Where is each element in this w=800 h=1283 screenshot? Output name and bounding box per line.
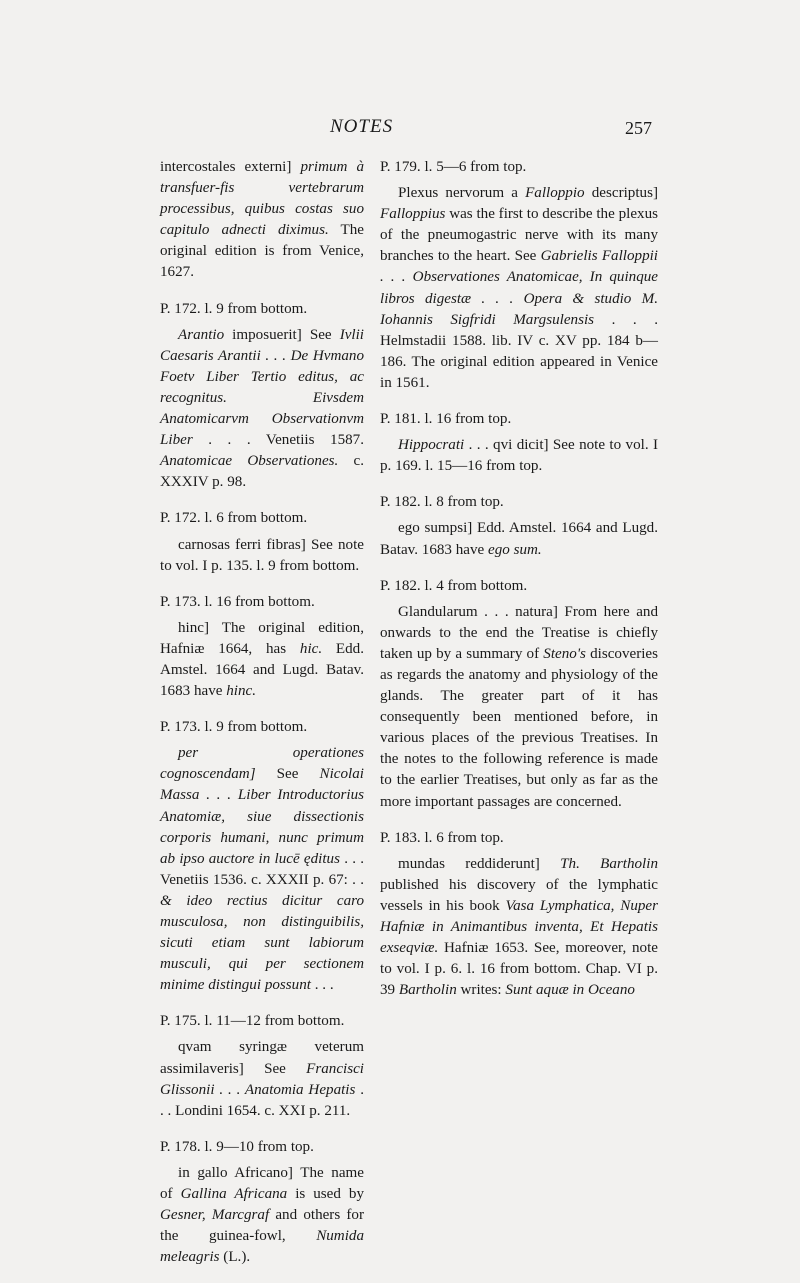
roman-text: . . . Venetiis 1536. c. XXXII p. 67: . . [160, 850, 364, 888]
italic-text: Falloppius [380, 206, 446, 223]
italic-text: Ivlii Caesaris Arantii . . . De Hvmano Foetv Liber Tertio editus, ac recognitus. Eivsdem Anatomicarvm Observationvm Liber [160, 326, 364, 449]
italic-text: Vasa Lymphatica, Nuper Hafniæ in Animantibus inventa, Et Hepatis exseqviæ. [380, 897, 659, 957]
italic-text: Hippocrati [398, 437, 465, 454]
running-title: NOTES [330, 116, 394, 137]
note-entry [380, 576, 658, 813]
italic-text: Arantio [178, 326, 225, 343]
note-reference: P. 183. l. 6 from top. [380, 829, 504, 846]
roman-text: See [255, 766, 320, 783]
roman-text: . . . Helmstadii 1588. lib. IV c. XV pp. 184 b—186. The original edition appeared in Venice in 1561. [380, 311, 658, 391]
roman-text: (L.). [219, 1249, 251, 1266]
roman-text: writes: [456, 982, 506, 999]
note-reference: P. 182. l. 8 from top. [380, 494, 504, 511]
note-entry [160, 717, 364, 996]
note-text [380, 854, 658, 1002]
note-text [160, 618, 364, 702]
note-text [160, 535, 364, 577]
roman-text: . . . qvi dicit] See note to vol. I p. 169. l. 15—16 from top. [380, 437, 658, 475]
italic-text: Gesner, Marcgraf [160, 1207, 270, 1224]
roman-text: was the first to describe the plexus of the pneumogastric nerve with its many branches to the heart. See [380, 206, 658, 265]
roman-text: intercostales externi] [160, 159, 301, 175]
italic-text: Th. Bartholin [560, 855, 658, 872]
roman-text: and others for the guinea-fowl, [160, 1207, 364, 1245]
note-text [380, 183, 658, 394]
italic-text: per operationes cognoscendam] [160, 745, 364, 783]
note-reference: P. 172. l. 9 from bottom. [160, 300, 308, 317]
roman-text: . . . Venetiis 1587. [192, 432, 364, 449]
right-column [380, 157, 658, 1016]
italic-text: & ideo rectius dicitur caro musculosa, non distinguibilis, sicuti etiam sunt labiorum musculi, qui per sectionem minime distingui possunt [160, 892, 364, 994]
roman-text: carnosas ferri fibras] See note to vol. I p. 135. l. 9 from bottom. [160, 536, 364, 574]
roman-text: published his discovery of the lymphatic vessels in his book [380, 876, 658, 914]
italic-text: Bartholin [398, 982, 457, 999]
italic-text: Gallina Africana [180, 1186, 288, 1203]
note-entry [160, 1011, 364, 1121]
italic-text: ego sum. [488, 541, 542, 558]
roman-text: imposuerit] See [224, 326, 340, 343]
running-header [160, 116, 660, 146]
note-entry [160, 157, 364, 284]
note-reference: P. 179. l. 5—6 from top. [380, 159, 527, 175]
roman-text: is used by [287, 1186, 364, 1203]
note-text [380, 602, 658, 813]
roman-text: Glandularum . . . natura] From here and onwards to the end the Treatise is chiefly taken up by a summary of [380, 603, 658, 662]
roman-text: qvam syringæ veterum assimilaveris] See [160, 1039, 364, 1077]
note-text [160, 1163, 364, 1268]
italic-text: Numida meleagris [160, 1228, 364, 1266]
note-reference: P. 182. l. 4 from bottom. [380, 577, 528, 594]
left-column [160, 157, 364, 1283]
note-reference: P. 178. l. 9—10 from top. [160, 1138, 314, 1155]
roman-text: descriptus] [584, 185, 658, 202]
page-number: 257 [625, 118, 652, 138]
italic-text: hic. [299, 640, 323, 657]
roman-text: Edd. Amstel. 1664 and Lugd. Batav. 1683 have [160, 640, 364, 700]
italic-text: Francisci Glissonii . . . Anatomia Hepatis [160, 1060, 364, 1098]
note-reference: P. 173. l. 9 from bottom. [160, 719, 308, 736]
roman-text: ego sumpsi] Edd. Amstel. 1664 and Lugd. Batav. 1683 have [380, 520, 658, 558]
note-entry [160, 592, 364, 702]
roman-text: in gallo Africano] The name of [160, 1164, 364, 1203]
note-text [160, 325, 364, 494]
note-reference: P. 173. l. 16 from bottom. [160, 593, 315, 610]
note-reference: P. 175. l. 11—12 from bottom. [160, 1013, 345, 1030]
roman-text: The original edition is from Venice, 1627. [160, 222, 365, 281]
italic-text: hinc. [226, 683, 256, 700]
italic-text: Gabrielis Falloppii . . . Observationes Anatomicae, In quinque libros digestæ . . . Opera & studio M. Iohannis Sigfridi Margsulensis [380, 248, 659, 328]
italic-text: Anatomicae Observationes. [160, 453, 339, 470]
italic-text: Falloppio [525, 185, 585, 202]
roman-text: mundas reddiderunt] [398, 855, 561, 872]
note-entry [160, 299, 364, 494]
note-entry [380, 409, 658, 477]
note-text [160, 157, 364, 284]
italic-text: Sunt aquæ in Oceano [505, 982, 635, 999]
italic-text: primum à transfuer-fis vertebrarum processibus, quibus costas suo capitulo adnecti diximus. [160, 159, 364, 239]
roman-text: . . . [310, 977, 334, 994]
italic-text: Steno's [543, 645, 586, 662]
note-reference: P. 172. l. 6 from bottom. [160, 510, 308, 527]
note-text [160, 1037, 364, 1121]
roman-text: . . . Londini 1654. c. XXI p. 211. [160, 1081, 364, 1119]
note-text [380, 518, 658, 560]
note-entry [380, 492, 658, 560]
note-entry [160, 508, 364, 576]
note-text [160, 743, 364, 996]
note-entry [380, 828, 658, 1002]
roman-text: c. XXXIV p. 98. [160, 453, 364, 491]
note-text [380, 435, 658, 477]
italic-text: Nicolai Massa . . . Liber Introductorius Anatomiæ, siue dissectionis corporis humani, nunc primum ab ipso auctore in lucē ęditus [160, 766, 364, 867]
roman-text: Hafniæ 1653. See, moreover, note to vol. I p. 6. l. 16 from bottom. Chap. VI p. 39 [380, 940, 658, 999]
roman-text: hinc] The original edition, Hafniæ 1664, has [160, 619, 364, 657]
roman-text: discoveries as regards the anatomy and physiology of the glands. The greater part of it has consequently been mentioned before, in various places of the previous Treatises. In the notes to the following reference is made to the earlier Treatises, but only as far as the more important passages are concerned. [380, 645, 658, 810]
note-reference: P. 181. l. 16 from top. [380, 411, 512, 428]
note-entry [380, 157, 658, 394]
roman-text: Plexus nervorum a [398, 185, 526, 202]
note-entry [160, 1137, 364, 1269]
